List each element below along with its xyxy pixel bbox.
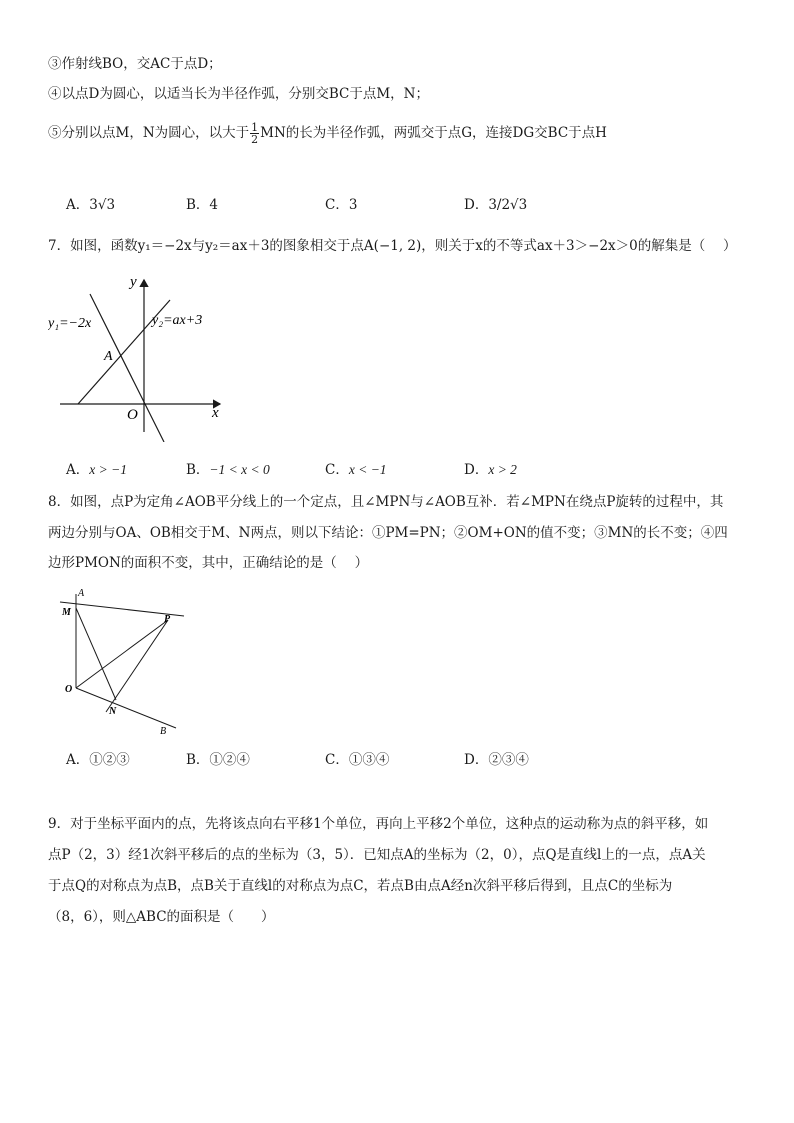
q8-stem-line2: 两边分别与OA、OB相交于M、N两点，则以下结论：①PM=PN；②OM+ON的值不变；③MN的长不变；④四 [48, 525, 728, 541]
q6-option-c: C．3 [325, 197, 358, 213]
q7-label-line2: y₂=ax+3 [152, 313, 203, 328]
q8-line-op [76, 620, 168, 688]
q7-label-o: O [127, 407, 138, 423]
q8-stem-line1: 8．如图，点P为定角∠AOB平分线上的一个定点，且∠MPN与∠AOB互补．若∠MPN在绕点P旋转的过程中，其 [48, 494, 724, 510]
q6-step5-pre: ⑤分别以点M，N为圆心，以大于 [48, 125, 250, 141]
q6-option-d: D．3/2√3 [464, 197, 528, 213]
q8-label-b: B [160, 726, 167, 737]
q7-label-line1: y₁=−2x [48, 316, 92, 331]
q7-label-x: x [212, 405, 219, 421]
q8-ray-ob [76, 688, 176, 728]
q7-option-c: C．x < −1 [325, 462, 387, 478]
q8-stem-line3: 边形PMON的面积不变，其中，正确结论的是（ ） [48, 555, 369, 571]
q8-option-b: B．①②④ [186, 752, 250, 768]
q8-label-p: P [164, 614, 171, 625]
q7-label-y: y [130, 274, 137, 290]
q8-option-c: C．①③④ [325, 752, 390, 768]
q8-label-o: O [65, 684, 73, 695]
q9-line4: （8，6），则△ABC的面积是（ ） [48, 909, 275, 925]
q6-step4: ④以点D为圆心，以适当长为半径作弧，分别交BC于点M，N； [48, 86, 429, 102]
q8-line-mn [76, 608, 116, 700]
q7-option-b: B．−1 < x < 0 [186, 462, 270, 478]
q6-step5-post: MN的长为半径作弧，两弧交于点G，连接DG交BC于点H [260, 125, 607, 141]
q8-label-a: A [78, 588, 85, 599]
q9-line2: 点P（2，3）经1次斜平移后的点的坐标为（3，5）．已知点A的坐标为（2，0），点Q是直线l上的一点，点A关 [48, 847, 706, 863]
q7-option-d: D．x > 2 [464, 462, 517, 478]
q7-label-a: A [104, 349, 113, 364]
q6-option-a: A．3√3 [66, 197, 116, 213]
q7-option-a: A．x > −1 [66, 462, 127, 478]
q6-step3: ③作射线BO，交AC于点D； [48, 56, 222, 72]
q8-figure [56, 584, 206, 744]
q7-stem: 7．如图，函数y₁＝−2x与y₂＝ax＋3的图象相交于点A(−1, 2)，则关于x的不等式ax＋3＞−2x＞0的解集是（ ） [48, 238, 737, 254]
q8-label-n: N [109, 706, 117, 717]
q8-label-m: M [62, 607, 71, 618]
q8-option-a: A．①②③ [66, 752, 130, 768]
q6-step5 [48, 122, 607, 145]
q7-graph [48, 272, 228, 442]
q9-line3: 于点Q的对称点为点B，点B关于直线l的对称点为点C，若点B由点A经n次斜平移后得到，且点C的坐标为 [48, 878, 673, 894]
q6-option-b: B．4 [186, 197, 219, 213]
q9-line1: 9．对于坐标平面内的点，先将该点向右平移1个单位，再向上平移2个单位，这种点的运动称为点的斜平移，如 [48, 816, 709, 832]
q6-step5-fraction: $\frac{1}{2}$ [251, 121, 259, 146]
q8-option-d: D．②③④ [464, 752, 529, 768]
